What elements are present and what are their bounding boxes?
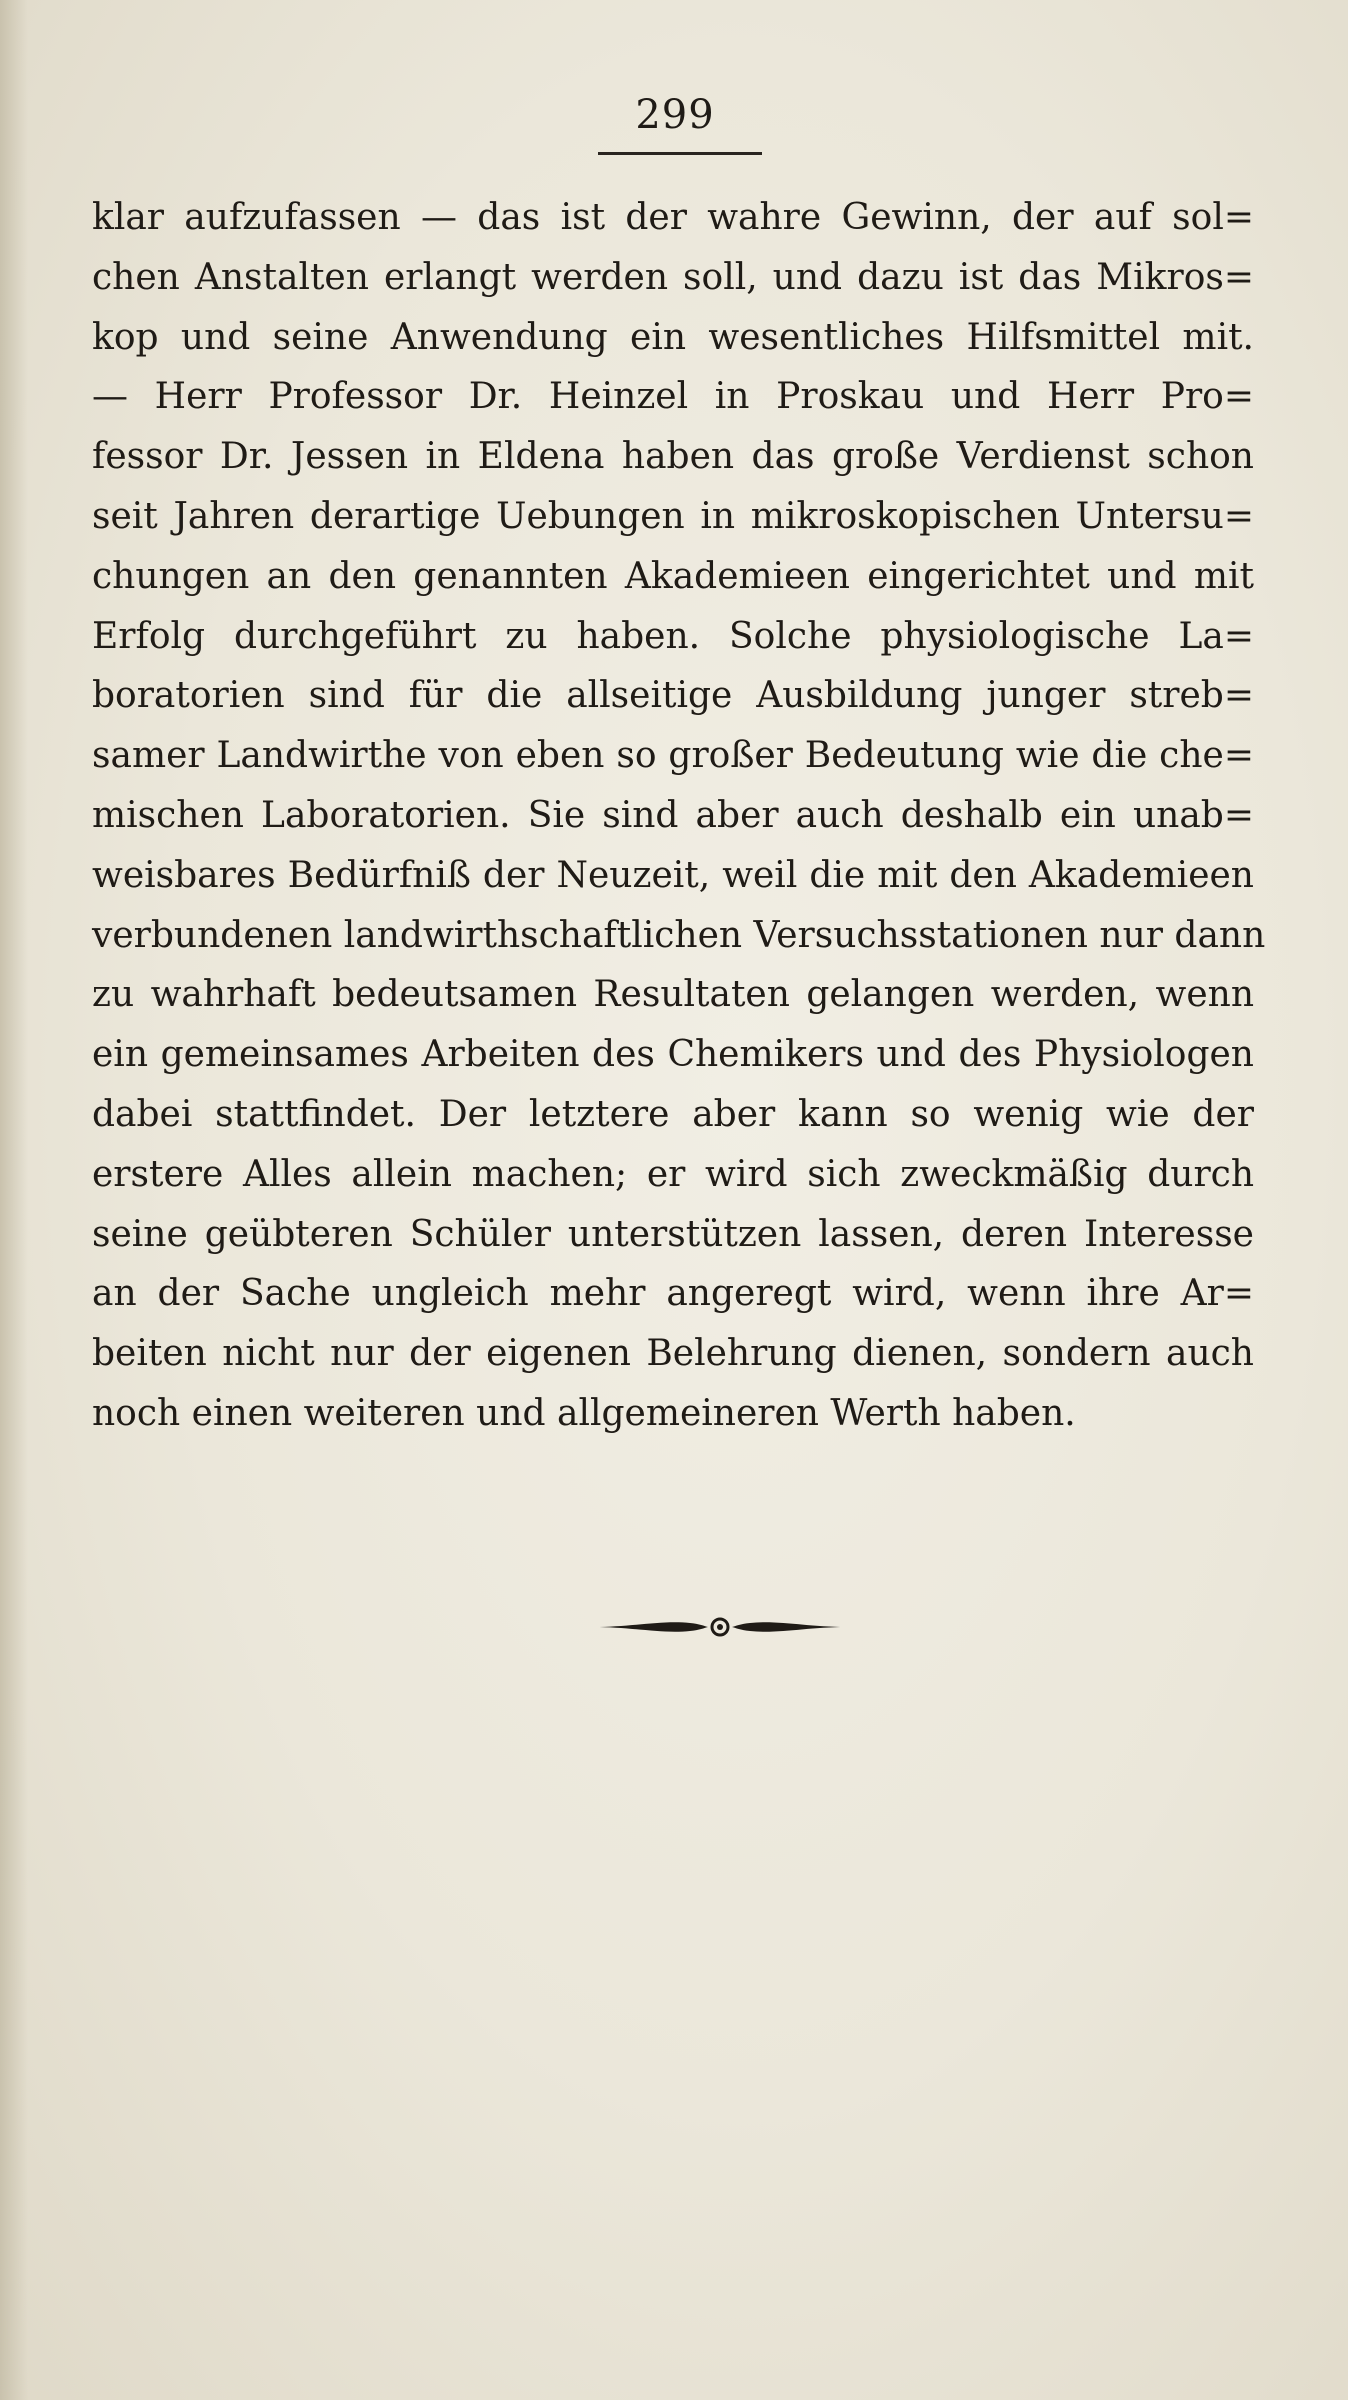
- page-number-rule: [598, 152, 762, 155]
- binding-shadow: [0, 0, 28, 2400]
- text-line: zu wahrhaft bedeutsamen Resultaten gelangen werden, wenn: [92, 974, 1254, 1016]
- text-line: chen Anstalten erlangt werden soll, und dazu ist das Mikros=: [92, 256, 1254, 298]
- text-line: mischen Laboratorien. Sie sind aber auch deshalb ein unab=: [92, 794, 1254, 836]
- page-number: 299: [635, 92, 715, 138]
- text-line: weisbares Bedürfniß der Neuzeit, weil die mit den Akademieen: [92, 854, 1254, 896]
- text-line: chungen an den genannten Akademieen eingerichtet und mit: [92, 555, 1254, 597]
- body-text: [92, 188, 1266, 1444]
- text-line: boratorien sind für die allseitige Ausbildung junger streb=: [92, 675, 1254, 717]
- text-line: beiten nicht nur der eigenen Belehrung dienen, sondern auch: [92, 1333, 1254, 1375]
- text-line: noch einen weiteren und allgemeineren Werth haben.: [92, 1392, 1076, 1434]
- text-line: verbundenen landwirthschaftlichen Versuchsstationen nur dann: [92, 914, 1266, 956]
- text-line: klar aufzufassen — das ist der wahre Gewinn, der auf sol=: [92, 197, 1254, 238]
- text-line: fessor Dr. Jessen in Eldena haben das große Verdienst schon: [92, 436, 1254, 478]
- text-line: samer Landwirthe von eben so großer Bedeutung wie die che=: [92, 735, 1254, 777]
- text-line: an der Sache ungleich mehr angeregt wird, wenn ihre Ar=: [92, 1273, 1254, 1315]
- text-line: Erfolg durchgeführt zu haben. Solche physiologische La=: [92, 615, 1254, 657]
- text-line: seit Jahren derartige Uebungen in mikroskopischen Untersu=: [92, 495, 1254, 537]
- text-line: — Herr Professor Dr. Heinzel in Proskau und Herr Pro=: [92, 376, 1254, 418]
- text-line: seine geübteren Schüler unterstützen lassen, deren Interesse: [92, 1213, 1254, 1255]
- text-line: dabei stattfindet. Der letztere aber kann so wenig wie der: [92, 1093, 1254, 1135]
- scroll-ornament-icon: [592, 1612, 848, 1642]
- text-line: erstere Alles allein machen; er wird sich zweckmäßig durch: [92, 1153, 1254, 1195]
- text-line: ein gemeinsames Arbeiten des Chemikers und des Physiologen: [92, 1034, 1254, 1076]
- text-line: kop und seine Anwendung ein wesentliches Hilfsmittel mit.: [92, 316, 1254, 358]
